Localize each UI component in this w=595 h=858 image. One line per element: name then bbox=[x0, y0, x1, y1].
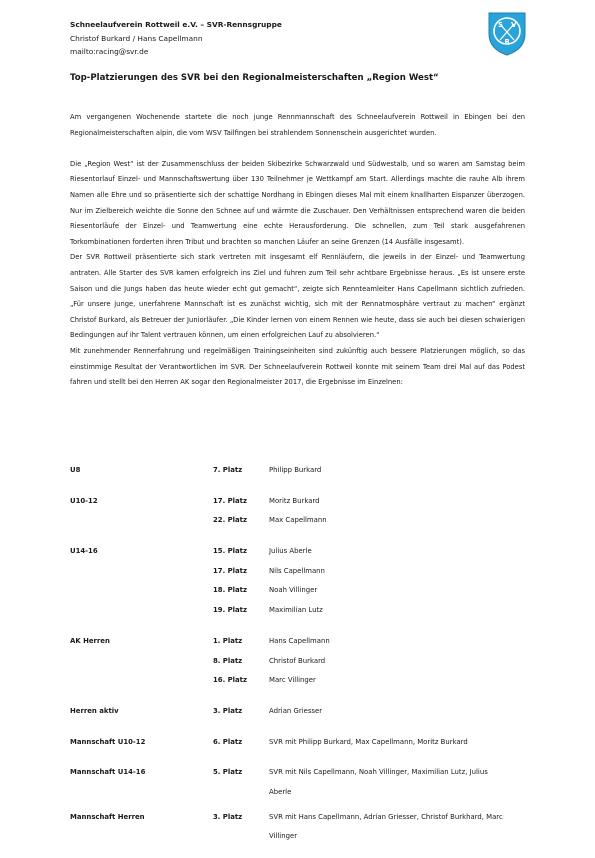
letterhead bbox=[70, 18, 282, 59]
result-row bbox=[70, 814, 540, 847]
athlete-name: SVR mit Hans Capellmann, Adrian Griesser, Christof Burkhard, Marc Villinger bbox=[269, 812, 503, 841]
result-group bbox=[70, 769, 540, 802]
placement: 16. Platz bbox=[213, 676, 247, 685]
result-row bbox=[70, 769, 540, 802]
author-line: Christof Burkard / Hans Capellmann bbox=[70, 33, 203, 43]
athlete-name: Maximilian Lutz bbox=[269, 606, 323, 615]
organization-name: Schneelaufverein Rottweil e.V. – SVR-Rennsgruppe bbox=[70, 20, 282, 29]
article-body bbox=[70, 110, 525, 391]
athlete-name: SVR mit Nils Capellmann, Noah Villinger, Maximilian Lutz, Julius Aberle bbox=[269, 768, 488, 796]
result-group bbox=[70, 548, 540, 627]
placement: 17. Platz bbox=[213, 496, 247, 505]
category-label: U10-12 bbox=[70, 496, 98, 505]
placement: 3. Platz bbox=[213, 706, 243, 715]
result-row bbox=[70, 517, 540, 537]
result-group bbox=[70, 708, 540, 728]
placement: 19. Platz bbox=[213, 606, 247, 615]
placement: 5. Platz bbox=[213, 768, 243, 777]
category-label: U14-16 bbox=[70, 547, 98, 556]
category-label: U8 bbox=[70, 466, 81, 474]
athlete-name: Hans Capellmann bbox=[269, 636, 330, 645]
result-row bbox=[70, 467, 540, 487]
athlete-name: Max Capellmann bbox=[269, 516, 327, 525]
placement: 15. Platz bbox=[213, 547, 247, 556]
result-group bbox=[70, 467, 540, 487]
athlete-name: Moritz Burkard bbox=[269, 496, 320, 505]
placement: 8. Platz bbox=[213, 656, 243, 665]
placement: 7. Platz bbox=[213, 466, 243, 474]
paragraph: Mit zunehmender Rennerfahrung und regelmäßigen Trainingseinheiten sind zukünftig auch bessere Platzierungen möglich, so das einstimmige Resultat der Verantwortlichen im SVR. Der Schneelaufverein Rottweil konnte mit seinem Team drei Mal auf das Podest fahren und stellt bei den Herren AK sogar den Regionalmeister 2017, die Ergebnisse im Einzelnen: bbox=[70, 346, 525, 387]
athlete-name: Julius Aberle bbox=[269, 547, 312, 556]
category-label: AK Herren bbox=[70, 636, 110, 645]
placement: 22. Platz bbox=[213, 516, 247, 525]
result-row bbox=[70, 677, 540, 697]
result-group bbox=[70, 638, 540, 697]
category-label: Mannschaft U10-12 bbox=[70, 737, 146, 746]
contact-email: mailto:racing@svr.de bbox=[70, 47, 149, 56]
athlete-name: Adrian Griesser bbox=[269, 706, 323, 715]
category-label: Mannschaft Herren bbox=[70, 812, 145, 821]
result-row bbox=[70, 708, 540, 728]
placement: 17. Platz bbox=[213, 566, 247, 575]
category-label: Mannschaft U14-16 bbox=[70, 768, 146, 777]
athlete-name: Philipp Burkard bbox=[269, 466, 322, 474]
placement: 1. Platz bbox=[213, 636, 243, 645]
results-table bbox=[70, 467, 540, 858]
athlete-name: Nils Capellmann bbox=[269, 566, 325, 575]
result-row bbox=[70, 739, 540, 759]
svr-logo bbox=[486, 10, 528, 56]
paragraph: Der SVR Rottweil präsentierte sich stark vertreten mit insgesamt elf Rennläufern, die jeweils in der Einzel- und Teamwertung antraten. Alle Starter des SVR kamen erfolgreich ins Ziel und fuhren zum Teil sehr achtbare Ergebnisse heraus. „Es ist unsere erste Saison und die Jungs haben das heute wieder echt gut gemacht“, zeigte sich Rennteamleiter Hans Capellmann sichtlich zufrieden. „Für unsere junge, unerfahrene Mannschaft ist es zunächst wichtig, sich mit der Rennatmosphäre vertraut zu machen“ ergänzt Christof Burkard, als Betreuer der Juniorläufer. „Die Kinder lernen von einem Rennen wie heute, dass sie auch bei diesen schwierigen Bedingungen auf ihr Talent vertrauen können, um einen erfolgreichen Lauf zu absolvieren.“ bbox=[70, 253, 525, 340]
svg-text:V: V bbox=[511, 21, 517, 29]
placement: 6. Platz bbox=[213, 737, 243, 746]
result-group bbox=[70, 814, 540, 847]
result-row bbox=[70, 607, 540, 627]
paragraph: Die „Region West“ ist der Zusammenschluss der beiden Skibezirke Schwarzwald und Südwestalb, und so waren am Samstag beim Riesentorlauf Einzel- und Mannschaftswertung über 130 Teilnehmer je Wettkampf am Start. Allerdings machte die rauhe Alb ihrem Namen alle Ehre und so präsentierte sich der schattige Nordhang in Ebingen dieses Mal mit einem knallharten Eispanzer überzogen. Nur im Zielbereich weichte die Sonne den Schnee auf und wärmte die Zuschauer. Den Verhältnissen entsprechend waren die beiden Riesentorläufe der Einzel- und Teamwertung eine echte Herausforderung. Die schnellen, zum Teil stark ausgefahrenen Torkombinationen forderten ihren Tribut und brachten so manchen Läufer an seine Grenzen (14 Ausfälle insgesamt). bbox=[70, 159, 525, 246]
svg-text:R: R bbox=[504, 38, 510, 46]
athlete-name: Noah Villinger bbox=[269, 586, 318, 595]
placement: 18. Platz bbox=[213, 586, 247, 595]
result-group bbox=[70, 498, 540, 537]
placement: 3. Platz bbox=[213, 812, 243, 821]
athlete-name: Christof Burkard bbox=[269, 656, 326, 665]
result-group bbox=[70, 739, 540, 759]
article-title: Top-Platzierungen des SVR bei den Regionalmeisterschaften „Region West“ bbox=[70, 73, 439, 83]
athlete-name: Marc Villinger bbox=[269, 676, 316, 685]
svg-text:S: S bbox=[498, 21, 504, 29]
athlete-name: SVR mit Philipp Burkard, Max Capellmann, Moritz Burkard bbox=[269, 737, 468, 746]
category-label: Herren aktiv bbox=[70, 706, 119, 715]
paragraph: Am vergangenen Wochenende startete die noch junge Rennmannschaft des Schneelaufverein Rottweil in Ebingen bei den Regionalmeisterschaften alpin, die vom WSV Tailfingen bei strahlendem Sonnenschein ausgerichtet wurden. bbox=[70, 113, 525, 137]
